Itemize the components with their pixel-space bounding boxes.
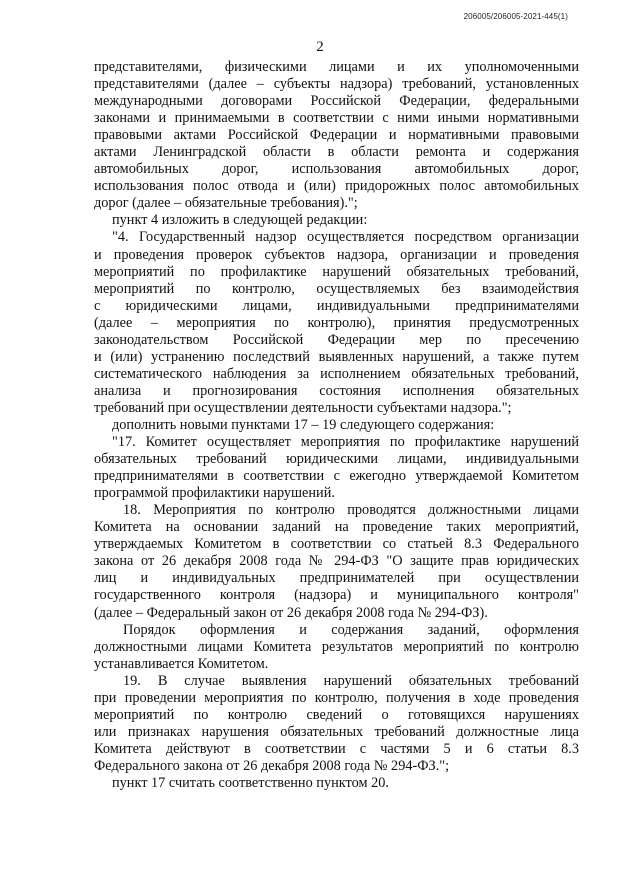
text-line: и (или) устранению последствий выявленных нарушений, а также путем — [94, 348, 579, 365]
text-line: (далее – Федеральный закон от 26 декабря 2008 года № 294-ФЗ). — [94, 604, 488, 621]
text-line: законами и принимаемыми в соответствии с ними иными нормативными — [94, 110, 579, 127]
text-line: мероприятий по контролю, осуществляемых без взаимодействия — [94, 280, 579, 297]
text-line: 18. Мероприятия по контролю проводятся должностными лицами — [123, 502, 579, 519]
text-line: "17. Комитет осуществляет мероприятия по профилактике нарушений — [112, 434, 579, 451]
text-line: утверждаемых Комитетом в соответствии со статьей 8.3 Федерального — [94, 536, 579, 553]
text-line: Комитета действуют в соответствии с частями 5 и 6 статьи 8.3 — [94, 740, 579, 757]
text-line: "4. Государственный надзор осуществляется посредством организации — [112, 229, 579, 246]
text-line: (далее – мероприятия по контролю), принятия предусмотренных — [94, 314, 579, 331]
text-line: Комитета на основании заданий на проведение таких мероприятий, — [94, 519, 579, 536]
text-line: представителями (далее – субъекты надзора) требований, установленных — [94, 76, 579, 93]
text-line: закона от 26 декабря 2008 года № 294-ФЗ "О защите прав юридических — [94, 553, 579, 570]
text-line: представителями, физическими лицами и их уполномоченными — [94, 59, 579, 75]
text-line: обязательных требований юридическими лицами, индивидуальными — [94, 451, 579, 468]
text-line: предпринимателями в соответствии с ежегодно утверждаемой Комитетом — [94, 468, 579, 485]
text-line: или признаках нарушения обязательных требований должностные лица — [94, 723, 579, 740]
text-line: государственного контроля (надзора) и муниципального контроля" — [94, 587, 579, 604]
document-text — [94, 59, 579, 792]
text-line: устанавливается Комитетом. — [94, 655, 269, 672]
text-line: при проведении мероприятия по контролю, получения в ходе проведения — [94, 689, 579, 706]
text-line: анализа и прогнозирования состояния исполнения обязательных — [94, 382, 579, 399]
text-line: систематического наблюдения за исполнением обязательных требований, — [94, 365, 579, 382]
text-line: пункт 4 изложить в следующей редакции: — [112, 212, 368, 229]
text-line: пункт 17 считать соответственно пунктом 20. — [112, 774, 389, 791]
text-line: с юридическими лицами, индивидуальными предпринимателями — [94, 297, 579, 314]
text-line: международными договорами Российской Федерации, федеральными — [94, 93, 579, 110]
text-line: лиц и индивидуальных предпринимателей при осуществлении — [94, 570, 579, 587]
text-line: программой профилактики нарушений. — [94, 485, 335, 502]
text-line: мероприятий по профилактике нарушений обязательных требований, — [94, 263, 579, 280]
page-number: 2 — [316, 39, 324, 55]
document-id: 206005/206005-2021-445(1) — [463, 12, 568, 21]
text-line: 19. В случае выявления нарушений обязательных требований — [123, 672, 579, 689]
text-line: использования полос отвода и (или) придорожных полос автомобильных — [94, 178, 579, 195]
text-line: актами Ленинградской области в области ремонта и содержания — [94, 144, 579, 161]
text-line: должностными лицами Комитета результатов мероприятий по контролю — [94, 638, 579, 655]
text-line: дорог (далее – обязательные требования)."; — [94, 195, 358, 212]
text-line: мероприятий по контролю сведений о готовящихся нарушениях — [94, 706, 579, 723]
text-line: Порядок оформления и содержания заданий, оформления — [123, 621, 579, 638]
text-line: автомобильных дорог, использования автомобильных дорог, — [94, 161, 579, 178]
text-line: правовыми актами Российской Федерации и нормативными правовыми — [94, 127, 579, 144]
text-line: Федерального закона от 26 декабря 2008 года № 294-ФЗ."; — [94, 757, 450, 774]
text-line: законодательством Российской Федерации мер по пресечению — [94, 331, 579, 348]
text-line: дополнить новыми пунктами 17 – 19 следующего содержания: — [112, 416, 495, 433]
text-line: и проведения проверок субъектов надзора, организации и проведения — [94, 246, 579, 263]
text-line: требований при осуществлении деятельности субъектами надзора."; — [94, 399, 512, 416]
